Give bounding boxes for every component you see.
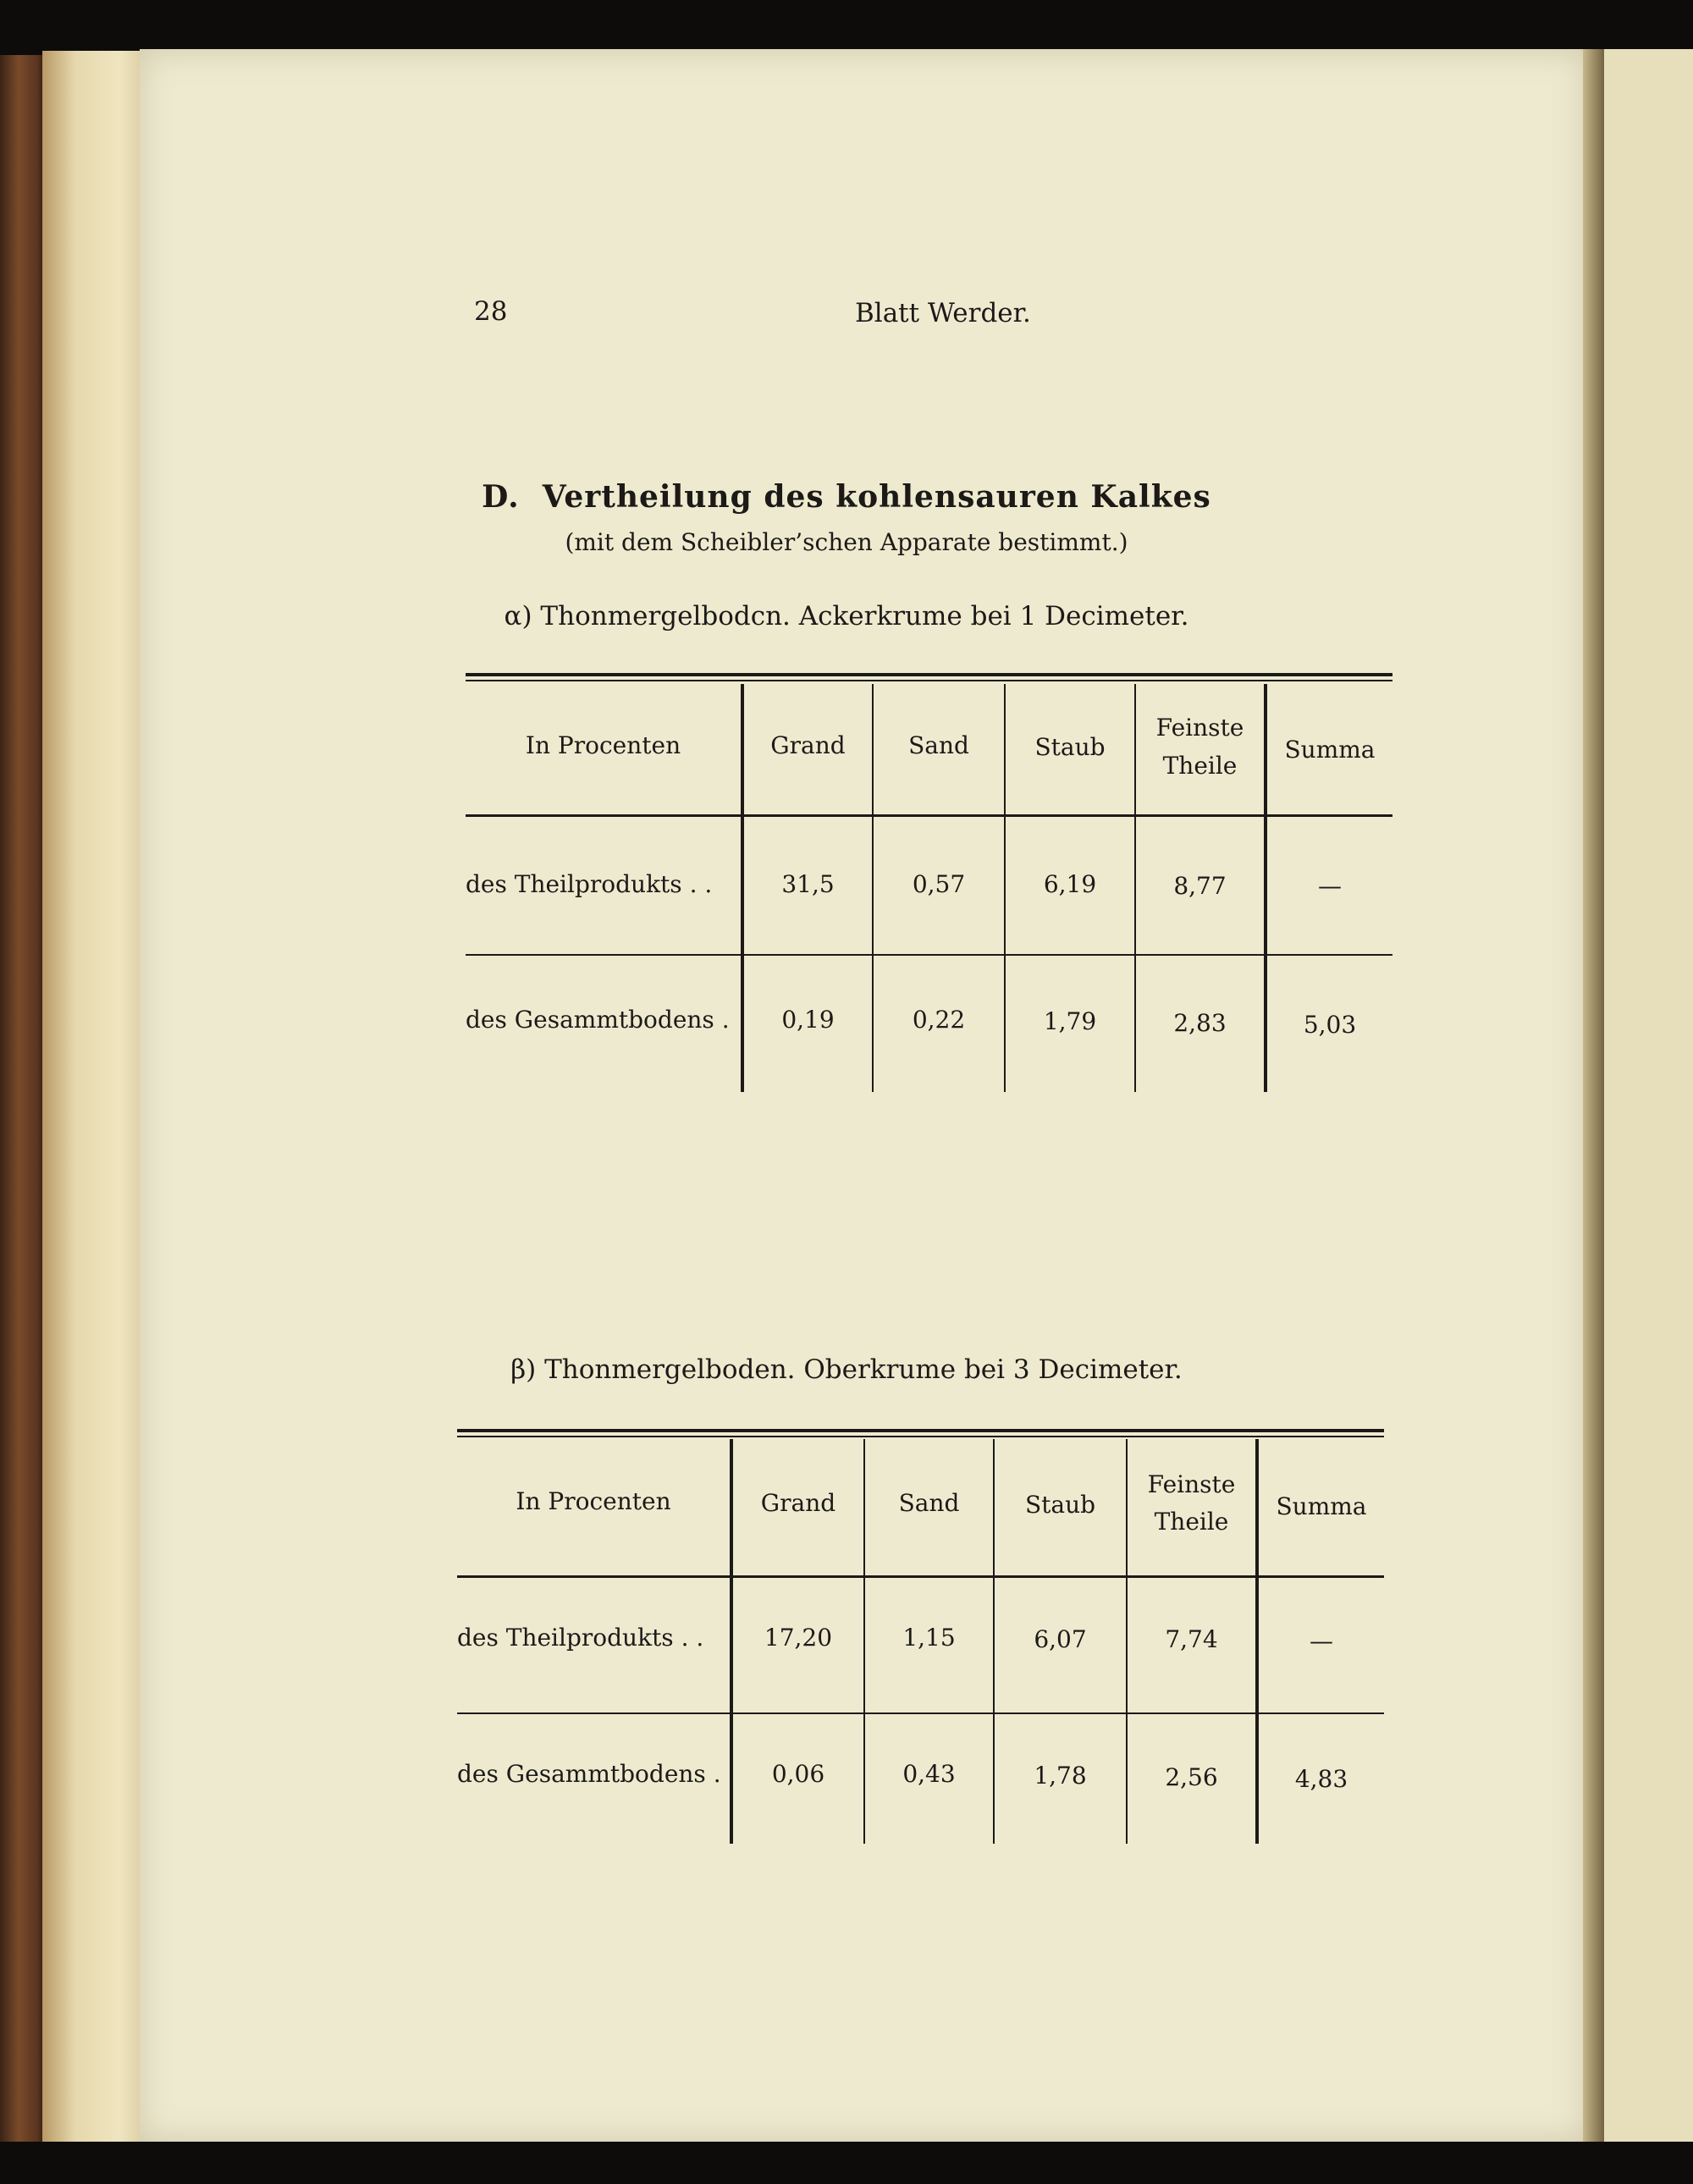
col-header-grand: Grand: [770, 731, 846, 759]
section-subtitle: (mit dem Scheibler’schen Apparate bestimmt.): [565, 528, 1128, 556]
col-header-sand: Sand: [908, 731, 969, 759]
table-cell: 17,20: [764, 1624, 833, 1652]
col-header-summa: Summa: [1276, 1492, 1367, 1520]
row-label: des Gesammtbodens .: [466, 1006, 730, 1034]
table-beta: [457, 1429, 1384, 1844]
table-cell: 0,19: [781, 1006, 835, 1034]
table-cell: 2,83: [1173, 1009, 1227, 1037]
table-cell: 0,43: [902, 1760, 956, 1788]
table-cell: 6,19: [1043, 870, 1097, 898]
header-label: In Procenten: [525, 731, 681, 759]
top-rule: [466, 673, 1392, 676]
table-cell: 6,07: [1034, 1625, 1087, 1653]
row-rule: [457, 1712, 1384, 1714]
header-rule: [457, 1575, 1384, 1578]
section-letter: D.: [482, 479, 520, 515]
section-title: [0, 479, 1693, 515]
col-header-grand: Grand: [760, 1489, 836, 1517]
header-rule: [466, 814, 1392, 817]
book-spine: [0, 55, 47, 2142]
table-cell: 7,74: [1165, 1625, 1218, 1653]
page-edges: [42, 51, 152, 2142]
col-header-summa: Summa: [1284, 736, 1376, 764]
table-cell: 2,56: [1165, 1763, 1218, 1791]
col-header-staub: Staub: [1024, 1491, 1096, 1519]
top-rule-thin: [466, 680, 1392, 681]
table-cell: —: [1318, 872, 1342, 900]
col-header-feinste: Feinste: [1147, 1470, 1236, 1498]
row-label: des Theilprodukts . .: [466, 870, 713, 898]
facing-page: [1604, 49, 1693, 2142]
section-title-text: Vertheilung des kohlensauren Kalkes: [542, 479, 1211, 515]
row-rule: [466, 954, 1392, 956]
page-number: 28: [474, 296, 508, 327]
running-head: Blatt Werder.: [855, 298, 1031, 328]
top-rule-thin: [457, 1436, 1384, 1437]
table-cell: 0,22: [912, 1006, 966, 1034]
top-rule: [457, 1429, 1384, 1432]
table-cell: 4,83: [1294, 1765, 1348, 1793]
table-cell: 1,15: [902, 1624, 956, 1652]
col-header-theile: Theile: [1154, 1508, 1229, 1536]
table-cell: 1,78: [1034, 1762, 1087, 1790]
table-caption-alpha: α) Thonmergelbodcn. Ackerkrume bei 1 Decimeter.: [504, 601, 1189, 631]
col-header-theile: Theile: [1162, 752, 1238, 780]
table-caption-beta: β) Thonmergelboden. Oberkrume bei 3 Decimeter.: [510, 1354, 1183, 1385]
table-cell: 1,79: [1043, 1007, 1097, 1035]
table-cell: 5,03: [1303, 1011, 1357, 1039]
row-label: des Gesammtbodens .: [457, 1760, 721, 1788]
gutter: [1583, 49, 1607, 2142]
col-header-staub: Staub: [1034, 733, 1106, 761]
table-cell: 31,5: [781, 870, 835, 898]
table-cell: 8,77: [1173, 872, 1227, 900]
table-cell: 0,57: [912, 870, 966, 898]
row-label: des Theilprodukts . .: [457, 1624, 704, 1652]
table-cell: —: [1310, 1627, 1333, 1655]
table-cell: 0,06: [771, 1760, 825, 1788]
header-label: In Procenten: [516, 1487, 671, 1515]
table-alpha: [466, 673, 1392, 1092]
col-header-feinste: Feinste: [1155, 714, 1244, 742]
col-header-sand: Sand: [898, 1489, 960, 1517]
